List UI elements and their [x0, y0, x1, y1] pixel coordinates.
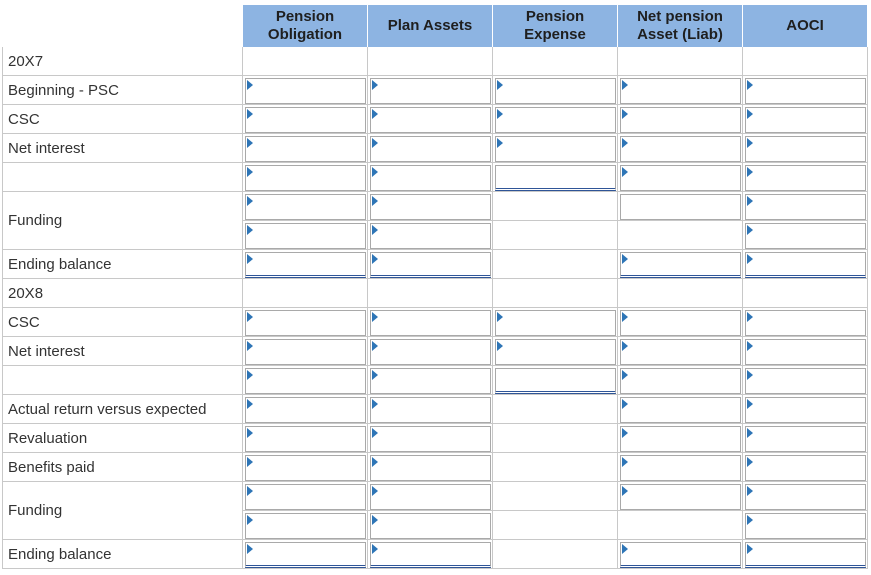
dropdown-marker-icon — [247, 109, 253, 119]
dropdown-marker-icon — [747, 225, 753, 235]
dropdown-marker-icon — [247, 428, 253, 438]
dropdown-marker-icon — [247, 544, 253, 554]
column-header-label: Pension Expense — [524, 8, 586, 43]
dropdown-marker-icon — [747, 457, 753, 467]
value-cell — [618, 279, 743, 308]
amount-input[interactable] — [745, 194, 866, 220]
amount-input[interactable] — [245, 310, 366, 336]
amount-input[interactable] — [245, 194, 366, 220]
amount-input[interactable] — [370, 542, 491, 568]
amount-input[interactable] — [620, 397, 741, 423]
amount-input[interactable] — [620, 484, 741, 510]
dropdown-marker-icon — [622, 399, 628, 409]
dropdown-marker-icon — [622, 167, 628, 177]
pension-worksheet-table — [2, 5, 868, 571]
amount-input[interactable] — [245, 426, 366, 452]
dropdown-marker-icon — [372, 399, 378, 409]
dropdown-marker-icon — [622, 109, 628, 119]
amount-input[interactable] — [620, 107, 741, 133]
value-cell — [618, 47, 743, 76]
amount-input[interactable] — [620, 194, 741, 220]
amount-input[interactable] — [245, 223, 366, 249]
row-label: Funding — [2, 192, 243, 250]
amount-input[interactable] — [245, 136, 366, 162]
column-header-label: Pension Obligation — [267, 8, 343, 43]
row-label: Benefits paid — [2, 453, 243, 482]
amount-input[interactable] — [245, 397, 366, 423]
dropdown-marker-icon — [497, 341, 503, 351]
row-label: Beginning - PSC — [2, 76, 243, 105]
amount-input[interactable] — [370, 107, 491, 133]
dropdown-marker-icon — [622, 254, 628, 264]
row-label: Net interest — [2, 134, 243, 163]
value-cell — [743, 279, 868, 308]
dropdown-marker-icon — [622, 544, 628, 554]
value-cell — [493, 511, 618, 540]
amount-input[interactable] — [495, 107, 616, 133]
amount-input[interactable] — [745, 78, 866, 104]
dropdown-marker-icon — [622, 341, 628, 351]
amount-input[interactable] — [245, 339, 366, 365]
dropdown-marker-icon — [372, 167, 378, 177]
dropdown-marker-icon — [247, 457, 253, 467]
dropdown-marker-icon — [747, 167, 753, 177]
dropdown-marker-icon — [372, 312, 378, 322]
column-header — [368, 5, 493, 47]
dropdown-marker-icon — [747, 80, 753, 90]
value-cell — [743, 47, 868, 76]
dropdown-marker-icon — [622, 370, 628, 380]
value-cell — [493, 192, 618, 221]
header-corner — [2, 5, 243, 47]
value-cell — [493, 47, 618, 76]
dropdown-marker-icon — [747, 138, 753, 148]
column-header — [743, 5, 868, 47]
row-label: Funding — [2, 482, 243, 540]
dropdown-marker-icon — [247, 486, 253, 496]
dropdown-marker-icon — [622, 457, 628, 467]
amount-input[interactable] — [745, 455, 866, 481]
dropdown-marker-icon — [372, 486, 378, 496]
amount-input[interactable] — [245, 455, 366, 481]
column-header — [493, 5, 618, 47]
value-cell — [618, 221, 743, 250]
dropdown-marker-icon — [747, 341, 753, 351]
row-label — [2, 366, 243, 395]
amount-input[interactable] — [745, 310, 866, 336]
row-label — [2, 163, 243, 192]
amount-input[interactable] — [620, 426, 741, 452]
dropdown-marker-icon — [372, 370, 378, 380]
value-cell — [493, 395, 618, 424]
dropdown-marker-icon — [372, 80, 378, 90]
amount-input[interactable] — [620, 339, 741, 365]
dropdown-marker-icon — [372, 109, 378, 119]
dropdown-marker-icon — [622, 486, 628, 496]
value-cell — [493, 453, 618, 482]
dropdown-marker-icon — [247, 225, 253, 235]
dropdown-marker-icon — [372, 515, 378, 525]
amount-input[interactable] — [370, 484, 491, 510]
amount-input[interactable] — [245, 165, 366, 191]
dropdown-marker-icon — [247, 515, 253, 525]
dropdown-marker-icon — [622, 428, 628, 438]
amount-input[interactable] — [370, 339, 491, 365]
row-label: CSC — [2, 105, 243, 134]
amount-input[interactable] — [370, 223, 491, 249]
dropdown-marker-icon — [247, 399, 253, 409]
amount-input[interactable] — [495, 136, 616, 162]
amount-input[interactable] — [620, 455, 741, 481]
row-label: CSC — [2, 308, 243, 337]
dropdown-marker-icon — [247, 341, 253, 351]
amount-input[interactable] — [370, 165, 491, 191]
dropdown-marker-icon — [247, 254, 253, 264]
value-cell — [243, 47, 368, 76]
dropdown-marker-icon — [747, 515, 753, 525]
row-label: Net interest — [2, 337, 243, 366]
row-label: Revaluation — [2, 424, 243, 453]
dropdown-marker-icon — [247, 167, 253, 177]
amount-input[interactable] — [245, 513, 366, 539]
dropdown-marker-icon — [747, 370, 753, 380]
amount-input[interactable] — [620, 165, 741, 191]
dropdown-marker-icon — [372, 341, 378, 351]
column-header-label: Net pension Asset (Liab) — [637, 8, 723, 43]
column-header — [243, 5, 368, 47]
column-header-label: Plan Assets — [387, 17, 473, 34]
row-label: Ending balance — [2, 540, 243, 569]
amount-input[interactable] — [370, 194, 491, 220]
dropdown-marker-icon — [247, 312, 253, 322]
dropdown-marker-icon — [497, 80, 503, 90]
amount-input[interactable] — [495, 368, 616, 394]
dropdown-marker-icon — [372, 196, 378, 206]
amount-input[interactable] — [745, 223, 866, 249]
value-cell — [493, 279, 618, 308]
value-cell — [618, 511, 743, 540]
dropdown-marker-icon — [622, 80, 628, 90]
dropdown-marker-icon — [747, 312, 753, 322]
row-label: 20X7 — [2, 47, 243, 76]
amount-input[interactable] — [370, 426, 491, 452]
amount-input[interactable] — [745, 339, 866, 365]
amount-input[interactable] — [370, 455, 491, 481]
amount-input[interactable] — [620, 310, 741, 336]
amount-input[interactable] — [745, 165, 866, 191]
amount-input[interactable] — [620, 252, 741, 278]
column-header-label: AOCI — [786, 17, 824, 34]
dropdown-marker-icon — [247, 80, 253, 90]
dropdown-marker-icon — [372, 254, 378, 264]
dropdown-marker-icon — [247, 196, 253, 206]
amount-input[interactable] — [745, 368, 866, 394]
amount-input[interactable] — [745, 513, 866, 539]
dropdown-marker-icon — [372, 457, 378, 467]
dropdown-marker-icon — [372, 544, 378, 554]
dropdown-marker-icon — [747, 544, 753, 554]
amount-input[interactable] — [370, 397, 491, 423]
amount-input[interactable] — [370, 310, 491, 336]
amount-input[interactable] — [745, 136, 866, 162]
column-header — [618, 5, 743, 47]
amount-input[interactable] — [370, 252, 491, 278]
amount-input[interactable] — [245, 484, 366, 510]
amount-input[interactable] — [495, 339, 616, 365]
amount-input[interactable] — [245, 78, 366, 104]
dropdown-marker-icon — [622, 138, 628, 148]
amount-input[interactable] — [370, 513, 491, 539]
amount-input[interactable] — [745, 542, 866, 568]
amount-input[interactable] — [620, 542, 741, 568]
amount-input[interactable] — [370, 368, 491, 394]
amount-input[interactable] — [370, 136, 491, 162]
amount-input[interactable] — [620, 368, 741, 394]
amount-input[interactable] — [745, 484, 866, 510]
value-cell — [368, 279, 493, 308]
dropdown-marker-icon — [497, 312, 503, 322]
amount-input[interactable] — [245, 252, 366, 278]
dropdown-marker-icon — [372, 428, 378, 438]
amount-input[interactable] — [370, 78, 491, 104]
dropdown-marker-icon — [747, 428, 753, 438]
value-cell — [243, 279, 368, 308]
value-cell — [493, 250, 618, 279]
dropdown-marker-icon — [497, 109, 503, 119]
amount-input[interactable] — [495, 78, 616, 104]
amount-input[interactable] — [245, 368, 366, 394]
value-cell — [493, 540, 618, 569]
value-cell — [493, 482, 618, 511]
dropdown-marker-icon — [372, 138, 378, 148]
dropdown-marker-icon — [747, 109, 753, 119]
amount-input[interactable] — [495, 165, 616, 191]
dropdown-marker-icon — [747, 254, 753, 264]
dropdown-marker-icon — [622, 312, 628, 322]
amount-input[interactable] — [620, 78, 741, 104]
row-label: Actual return versus expected — [2, 395, 243, 424]
dropdown-marker-icon — [747, 399, 753, 409]
dropdown-marker-icon — [497, 138, 503, 148]
amount-input[interactable] — [495, 310, 616, 336]
dropdown-marker-icon — [372, 225, 378, 235]
amount-input[interactable] — [745, 426, 866, 452]
amount-input[interactable] — [745, 397, 866, 423]
dropdown-marker-icon — [247, 138, 253, 148]
amount-input[interactable] — [245, 542, 366, 568]
amount-input[interactable] — [245, 107, 366, 133]
amount-input[interactable] — [745, 252, 866, 278]
dropdown-marker-icon — [247, 370, 253, 380]
row-label: Ending balance — [2, 250, 243, 279]
value-cell — [493, 424, 618, 453]
amount-input[interactable] — [620, 136, 741, 162]
dropdown-marker-icon — [747, 196, 753, 206]
value-cell — [368, 47, 493, 76]
amount-input[interactable] — [745, 107, 866, 133]
dropdown-marker-icon — [747, 486, 753, 496]
value-cell — [493, 221, 618, 250]
row-label: 20X8 — [2, 279, 243, 308]
